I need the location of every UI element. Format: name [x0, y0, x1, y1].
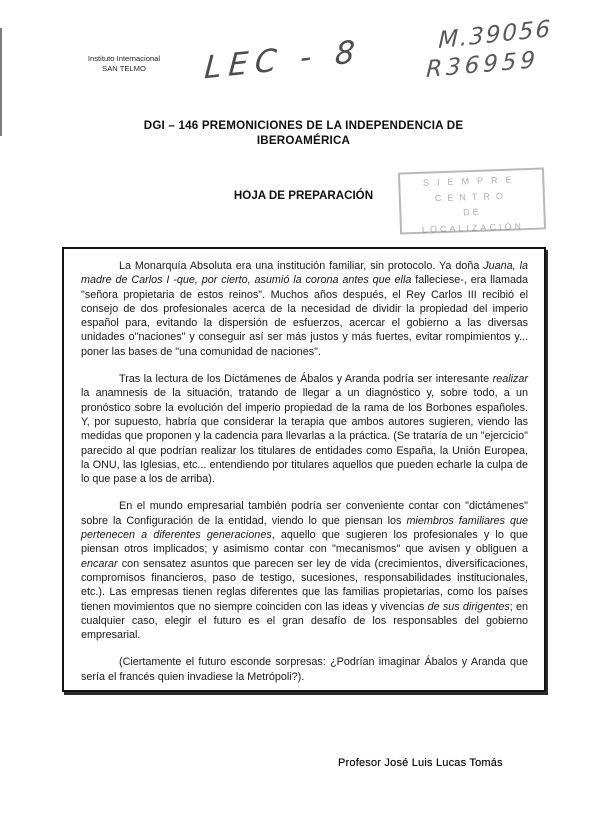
text-run: con sensatez asuntos que parecen ser ley de vida (crecimientos, diversificaciones, compromisos financieros, paso de testigo, sucesiones, responsabilidades institucionales, etc.). Las empresas tienen reglas diferentes que las familias propietarias, como los países tienen movimientos que no siempre coinciden con las ideas y vivencias	[81, 557, 528, 613]
stamp-text-line: LOCALIZACIÓN	[421, 220, 525, 235]
paragraph	[81, 655, 528, 684]
text-run: realizar	[492, 373, 528, 386]
stamp-text-line: SIEMPRE	[422, 174, 520, 188]
institution-logo	[72, 54, 176, 73]
text-run: La Monarquía Absoluta era una institución familiar, sin protocolo. Ya doña	[119, 260, 484, 272]
text-run: ; en cualquier caso, elegir el futuro es el gran desafío de los responsables del gobierno empresarial.	[81, 600, 528, 642]
document-subtitle: HOJA DE PREPARACIÓN	[233, 189, 374, 202]
document-title-line2: IBEROAMÉRICA	[256, 134, 351, 147]
paragraph	[81, 499, 528, 642]
handwritten-ref-number-1: M.39056	[437, 15, 553, 55]
text-run: En el mundo empresarial también podría ser conveniente contar con "dictámenes" sobre la Configuración de la entidad, viendo lo que piensan los	[81, 500, 528, 527]
institution-name-line1: Instituto Internacional	[87, 54, 161, 63]
stamp-text-line: CENTRO	[434, 190, 509, 203]
text-run: de sus dirigentes	[427, 600, 510, 613]
handwritten-course-code: LEC - 8	[203, 33, 363, 87]
paragraph	[81, 259, 528, 359]
text-run: miembros familiares que pertenecen a diferentes generaciones	[81, 514, 528, 542]
handwritten-ref-number-2: R36959	[425, 46, 540, 84]
author-name: Profesor José Luis Lucas Tomás	[338, 757, 503, 769]
body-paragraphs	[81, 259, 528, 684]
text-run: Tras la lectura de los Dictámenes de Ábalos y Aranda podría ser interesante	[119, 373, 493, 386]
text-run: , aquello que sugieren los profesionales y lo que piensan otros implicados; y asimismo contar con "mecanismos" que avisen y obliguen a	[81, 529, 528, 556]
ink-stamp	[398, 167, 546, 234]
text-run: Juana, la madre de Carlos I -que, por cierto, asumió la corona antes que ella	[81, 260, 528, 287]
text-run: la anamnesis de la situación, tratando de llegar a un diagnóstico y, sobre todo, a un pronóstico sobre la evolución del imperio propiedad de la rama de los Borbones españoles. Y, por supuesto, habría que considerar la terapia que ambos autores sugieren, viendo las medidas que proponen y la cadencia para llevarlas a la práctica. (Se trataría de un "ejercicio" parecido al que podrían realizar los titulares de entidades como España, la Unión Europea, la ONU, las Iglesias, etc... entendiendo por titulares aquellos que pueden echarle la culpa de lo que pase a los de arriba).	[81, 387, 528, 486]
stamp-text-line: DE	[462, 206, 482, 218]
document-title-line1: DGI – 146 PREMONICIONES DE LA INDEPENDENCIA DE	[143, 119, 464, 132]
paragraph	[81, 372, 528, 486]
text-run: (Ciertamente el futuro esconde sorpresas: ¿Podrían imaginar Ábalos y Aranda que sería el francés quien invadiese la Metrópoli?).	[81, 656, 528, 683]
text-run: falleciese-, era llamada "señora propietaria de estos reinos". Muchos años después, el Rey Carlos III recibió el consejo de dos profesionales acerca de la necesidad de dividir la propiedad del imperio español para, evitando la dispersión de esfuerzos, acercar el gobierno a las diversas unidades o"naciones" y conseguir así ser más justos y más fuertes, evitar rompimientos y... poner las bases de "una comunidad de naciones".	[81, 274, 528, 358]
institution-name-line2: SAN TELMO	[102, 63, 146, 73]
body-text-box	[62, 247, 546, 692]
text-run: encarar	[81, 557, 118, 570]
document-title	[0, 118, 607, 148]
